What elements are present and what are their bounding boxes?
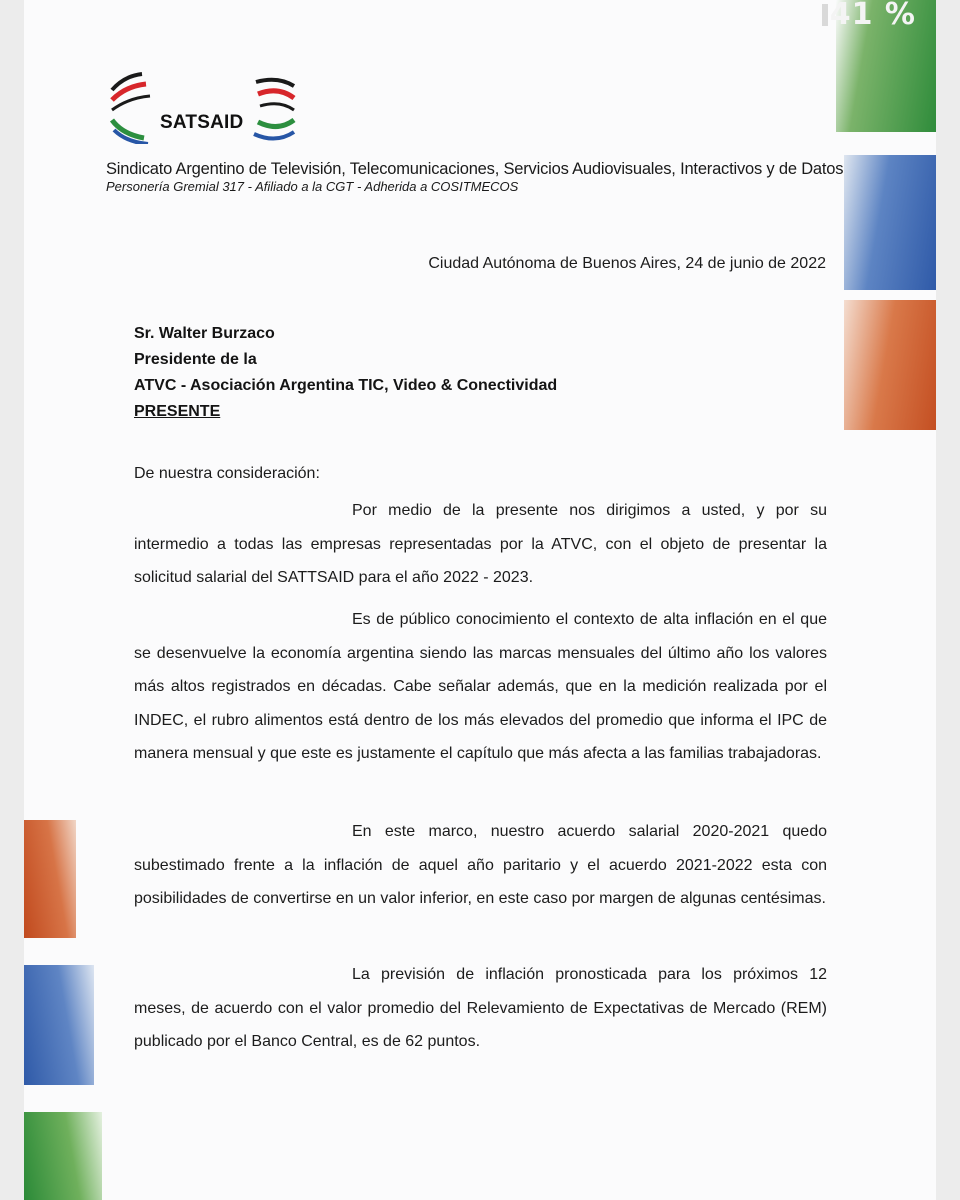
addressee-name: Sr. Walter Burzaco: [134, 325, 275, 342]
paragraph-4: [134, 958, 827, 1059]
addressee-presente: PRESENTE: [134, 403, 221, 420]
decor-stripe-blue-left: [24, 965, 94, 1085]
addressee-role: Presidente de la: [134, 351, 257, 368]
paragraph-3-text: En este marco, nuestro acuerdo salarial 2020-2021 quedo subestimado frente a la inflación de aquel año paritario y el acuerdo 2021-2022 esta con posibilidades de convertirse en un valor inferior, en este caso por margen de algunas centésimas.: [134, 823, 827, 907]
paragraph-1: [134, 494, 827, 595]
paragraph-2: [134, 603, 827, 771]
letter-page: [24, 0, 936, 1200]
paragraph-2-text: Es de público conocimiento el contexto de alta inflación en el que se desenvuelve la economía argentina siendo las marcas mensuales del último año los valores más altos registrados en décadas. Cabe señalar además, que en la medición realizada por el INDEC, el rubro alimentos está dentro de los más elevados del promedio que informa el IPC de manera mensual y que este es justamente el capítulo que más afecta a las familias trabajadoras.: [134, 611, 827, 762]
decor-stripe-orange-left: [24, 820, 76, 938]
satsaid-logo: [108, 72, 298, 144]
organization-name: Sindicato Argentino de Televisión, Telecomunicaciones, Servicios Audiovisuales, Interactivos y de Datos: [106, 160, 844, 178]
paragraph-4-text: La previsión de inflación pronosticada para los próximos 12 meses, de acuerdo con el valor promedio del Relevamiento de Expectativas de Mercado (REM) publicado por el Banco Central, es de 62 puntos.: [134, 966, 827, 1050]
decor-stripe-green-left: [24, 1112, 102, 1200]
letter-date: Ciudad Autónoma de Buenos Aires, 24 de junio de 2022: [428, 255, 826, 272]
decor-stripe-blue-right: [844, 155, 936, 290]
addressee-organization: ATVC - Asociación Argentina TIC, Video & Conectividad: [134, 377, 558, 394]
addressee-block: [134, 321, 557, 425]
organization-subtitle: Personería Gremial 317 - Afiliado a la CGT - Adherida a COSITMECOS: [106, 179, 519, 194]
paragraph-3: [134, 815, 827, 916]
decor-stripe-orange-right: [844, 300, 936, 430]
paragraph-1-text: Por medio de la presente nos dirigimos a usted, y por su intermedio a todas las empresas representadas por la ATVC, con el objeto de presentar la solicitud salarial del SATTSAID para el año 2022 - 2023.: [134, 502, 827, 586]
battery-indicator: 41 %: [829, 0, 916, 32]
salutation: De nuestra consideración:: [134, 465, 320, 482]
logo-text: SATSAID: [160, 112, 244, 133]
